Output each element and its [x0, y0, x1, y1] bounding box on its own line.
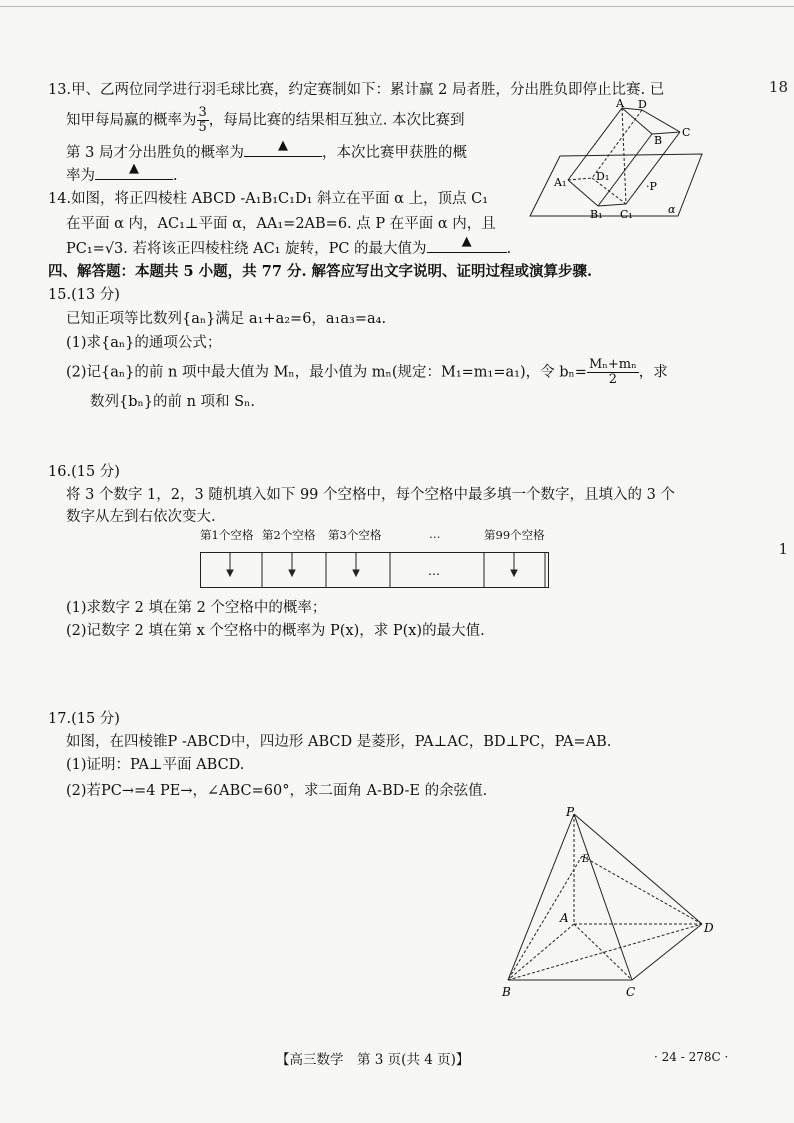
q15-part2-cont: 数列{bₙ}的前 n 项和 Sₙ.	[90, 394, 255, 410]
label-C: C	[626, 985, 636, 999]
margin-mark-top: 18	[768, 78, 788, 96]
cell-label-1: 第1个空格	[200, 528, 254, 542]
q14-text3a: PC₁=√3. 若将该正四棱柱绕 AC₁ 旋转，PC 的最大值为	[66, 241, 427, 257]
q17-part1: (1)证明：PA⊥平面 ABCD.	[66, 757, 245, 773]
q15-number: 15.	[48, 287, 72, 303]
q13-text4b: .	[173, 168, 178, 184]
prism-top-edges	[622, 108, 680, 132]
cell-arrows	[227, 552, 517, 576]
q15-header	[48, 283, 720, 308]
label-D: D	[704, 921, 714, 935]
q16-part1: (1)求数字 2 填在第 2 个空格中的概率；	[66, 600, 327, 616]
q13-text3b: ，本次比赛甲获胜的概	[321, 145, 467, 161]
q13-frac-numerator: 3	[198, 105, 207, 120]
edge-PB	[508, 814, 574, 980]
triangle-icon: ▲	[277, 138, 288, 153]
q17-pyramid-figure	[498, 804, 720, 1000]
q16-number: 16.	[48, 464, 72, 480]
footer-page-info: 【高三数学 第 3 页(共 4 页)】	[276, 1052, 470, 1068]
diagonal-AC1	[622, 108, 626, 204]
q15-part2-text: (2)记{aₙ}的前 n 项中最大值为 Mₙ，最小值为 mₙ(规定：M₁=m₁=a₁)，令 bₙ=	[66, 364, 587, 381]
q13-text2b: ，每局比赛的结果相互独立. 本次比赛到	[208, 112, 465, 129]
cell-label-99: 第99个空格	[484, 528, 545, 542]
q13-text2a: 知甲每局赢的概率为	[66, 112, 197, 129]
q15-fraction	[587, 358, 639, 387]
label-P: P	[566, 805, 575, 819]
margin-mark-mid: 1	[778, 540, 788, 558]
label-A: A	[616, 98, 624, 110]
q13-text4a: 率为	[66, 168, 95, 184]
q15-part2	[48, 358, 738, 387]
edge-CD	[632, 924, 702, 980]
q16-line2: 数字从左到右依次变大.	[66, 509, 216, 525]
label-P: ·P	[646, 180, 657, 193]
q16-header	[48, 460, 720, 485]
q17-line1: 如图，在四棱锥P -ABCD中，四边形 ABCD 是菱形，PA⊥AC，BD⊥PC，PA=AB.	[66, 734, 612, 750]
cell-label-ellipsis: …	[429, 527, 441, 541]
q17-number: 17.	[48, 711, 72, 727]
triangle-icon: ▲	[461, 234, 472, 249]
q13-answer-blank-2[interactable]	[95, 161, 173, 180]
q16-part2: (2)记数字 2 填在第 x 个空格中的概率为 P(x)，求 P(x)的最大值.	[66, 623, 485, 639]
section-4-heading: 四、解答题：本题共 5 小题，共 77 分. 解答应写出文字说明、证明过程或演算步骤.	[48, 263, 593, 280]
top-border	[0, 6, 794, 7]
label-C1: C₁	[620, 208, 633, 221]
q15-line1: 已知正项等比数列{aₙ}满足 a₁+a₂=6，a₁a₃=a₄.	[66, 311, 387, 327]
q17-header	[48, 707, 720, 732]
q16-line1: 将 3 个数字 1，2，3 随机填入如下 99 个空格中，每个空格中最多填一个数字，且填入的 3 个	[66, 487, 675, 503]
q16-cells-diagram	[200, 552, 550, 588]
q15-frac-denominator: 2	[608, 372, 617, 387]
q17-score: (15 分)	[71, 711, 120, 727]
q15-part2-tail: ，求	[638, 364, 668, 381]
footer-code: · 24 - 278C ·	[654, 1050, 729, 1064]
cell-label-2: 第2个空格	[262, 528, 316, 542]
q14-number: 14.	[48, 191, 72, 207]
q17-part2: (2)若PC→=4 PE→，∠ABC=60°，求二面角 A-BD-E 的余弦值.	[66, 783, 488, 799]
q16-score: (15 分)	[71, 464, 120, 480]
label-D: D	[638, 98, 647, 111]
label-E: E	[582, 854, 590, 865]
diagonal-BD	[508, 924, 702, 980]
label-A1: A₁	[554, 176, 567, 189]
q14-text1: 如图，将正四棱柱 ABCD -A₁B₁C₁D₁ 斜立在平面 α 上，顶点 C₁	[71, 191, 489, 207]
label-B1: B₁	[590, 208, 603, 221]
cells-ellipsis: …	[428, 564, 440, 578]
q14-text2: 在平面 α 内，AC₁⊥平面 α，AA₁=2AB=6. 点 P 在平面 α 内，且	[66, 216, 496, 232]
q13-text3a: 第 3 局才分出胜负的概率为	[66, 145, 244, 161]
cells-outline	[201, 553, 549, 588]
triangle-icon: ▲	[129, 161, 139, 176]
q15-part1: (1)求{aₙ}的通项公式；	[66, 335, 222, 351]
q13-number: 13.	[48, 82, 72, 98]
q15-frac-numerator: Mₙ+mₙ	[588, 357, 637, 372]
q14-prism-figure	[528, 98, 708, 224]
q14-text3b: .	[506, 241, 512, 257]
label-B: B	[654, 134, 663, 147]
q14-answer-blank[interactable]	[427, 234, 507, 253]
label-alpha: α	[668, 203, 676, 216]
label-A: A	[560, 911, 569, 925]
label-D1: D₁	[596, 170, 610, 183]
q15-score: (13 分)	[71, 287, 120, 303]
q13-text1: 甲、乙两位同学进行羽毛球比赛，约定赛制如下：累计赢 2 局者胜，分出胜负即停止比赛. 已	[71, 82, 665, 98]
label-B: B	[502, 985, 511, 999]
cell-label-3: 第3个空格	[328, 528, 382, 542]
q13-answer-blank-1[interactable]	[244, 138, 322, 157]
q13-frac-denominator: 5	[198, 120, 207, 135]
label-C: C	[682, 126, 691, 139]
q13-fraction	[197, 106, 209, 135]
